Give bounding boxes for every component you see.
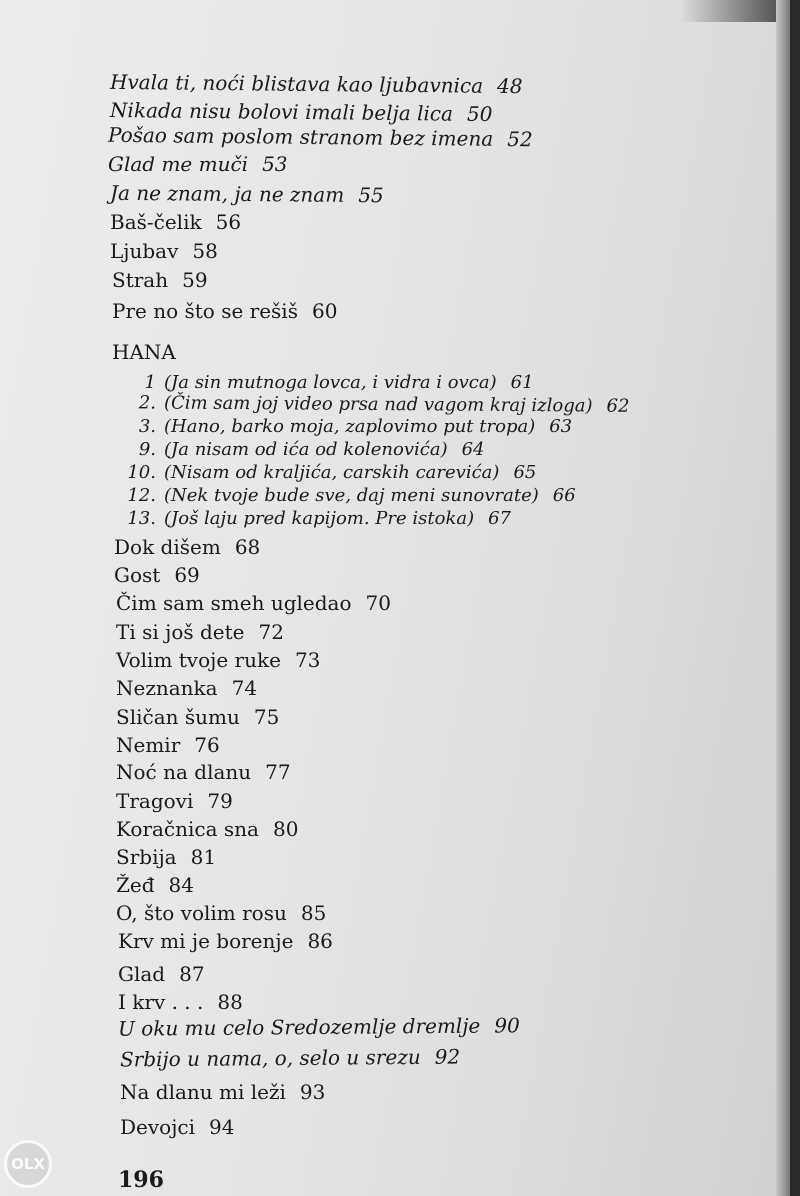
toc-entry: Hvala ti, noći blistava kao ljubavnica 48 [109, 69, 523, 99]
toc-entry: Nemir 76 [116, 733, 220, 757]
toc-entry: Ljubav 58 [110, 239, 218, 263]
hana-item: 2. (Čim sam joj video prsa nad vagom kraj izloga) 62 [138, 392, 630, 417]
hana-item: 3. (Hano, barko moja, zaplovimo put tropa) 63 [138, 416, 573, 437]
toc-entry: Pre no što se rešiš 60 [112, 299, 338, 323]
toc-entry: Nikada nisu bolovi imali belja lica 50 [109, 97, 493, 127]
section-heading: HANA [112, 340, 176, 364]
page-number: 196 [118, 1167, 164, 1193]
toc-entry: Ja ne znam, ja ne znam 55 [109, 180, 384, 208]
toc-entry: Strah 59 [112, 268, 208, 292]
toc-entry: Ti si još dete 72 [116, 620, 284, 644]
toc-entry: Volim tvoje ruke 73 [116, 648, 321, 672]
toc-entry: Devojci 94 [120, 1115, 235, 1139]
page-edge [776, 0, 790, 1196]
toc-entry: U oku mu celo Sredozemlje dremlje 90 [117, 1013, 520, 1041]
toc-entry: Neznanka 74 [116, 676, 258, 700]
toc-entry: Sličan šumu 75 [116, 705, 280, 729]
page-shadow [680, 0, 790, 22]
toc-entry: Krv mi je borenje 86 [118, 929, 333, 953]
toc-entry: Dok dišem 68 [114, 535, 261, 559]
toc-entry: Gost 69 [114, 563, 200, 587]
toc-entry: Noć na dlanu 77 [116, 760, 291, 784]
toc-entry: Glad me muči 53 [108, 152, 288, 176]
toc-entry: Na dlanu mi leži 93 [120, 1080, 326, 1104]
toc-entry: O, što volim rosu 85 [116, 901, 327, 925]
hana-item: 13. (Još laju pred kapijom. Pre istoka) 67 [127, 508, 512, 529]
toc-entry: Koračnica sna 80 [116, 817, 299, 841]
hana-item: 12. (Nek tvoje bude sve, daj meni sunovrate) 66 [127, 485, 576, 506]
toc-entry: Baš-čelik 56 [110, 210, 242, 234]
toc-entry: Srbija 81 [116, 845, 217, 869]
toc-entry: Pošao sam poslom stranom bez imena 52 [107, 122, 533, 152]
olx-watermark-logo: OLX [4, 1140, 52, 1188]
toc-entry: Žeđ 84 [116, 873, 194, 897]
toc-entry: Čim sam smeh ugledao 70 [116, 591, 391, 615]
toc-entry: Glad 87 [118, 962, 205, 986]
hana-item: 1 (Ja sin mutnoga lovca, i vidra i ovca) 61 [144, 372, 534, 393]
toc-entry: Tragovi 79 [116, 789, 233, 813]
hana-item: 10. (Nisam od kraljića, carskih carevića) 65 [127, 462, 537, 483]
toc-entry: I krv . . . 88 [118, 990, 243, 1014]
hana-item: 9. (Ja nisam od ića od kolenovića) 64 [138, 439, 485, 460]
toc-entry: Srbijo u nama, o, selo u srezu 92 [119, 1044, 461, 1072]
